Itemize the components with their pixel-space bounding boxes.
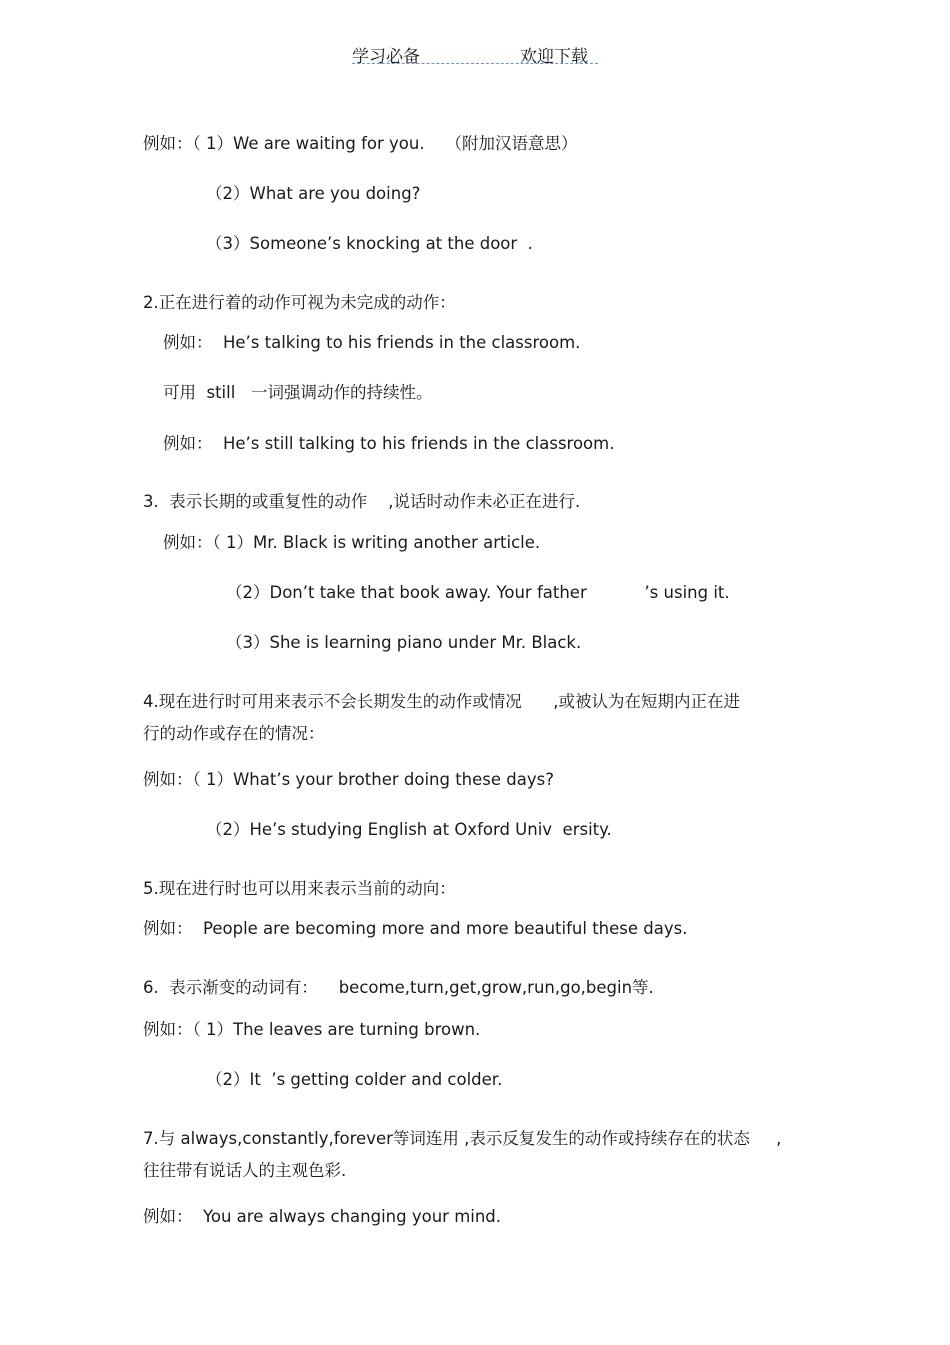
example-6-2: （2）It ’s getting colder and colder. (206, 1070, 503, 1089)
example-1-2: （2）What are you doing? (206, 184, 421, 203)
rule-5: 5.现在进行时也可以用来表示当前的动向： (143, 879, 456, 898)
header-left: 学习必备 (352, 47, 420, 67)
header-rule (352, 63, 598, 64)
rule-4-line-2: 行的动作或存在的情况： (143, 724, 325, 743)
header-right: 欢迎下载 (520, 47, 588, 67)
example-4-2: （2）He’s studying English at Oxford Univ ersity. (206, 820, 612, 839)
rule-6: 6. 表示渐变的动词有： become,turn,get,grow,run,go,begin等. (143, 978, 654, 997)
page-header (352, 42, 598, 66)
example-5: 例如： People are becoming more and more beautiful these days. (143, 919, 688, 938)
example-2-1: 例如： He’s talking to his friends in the classroom. (163, 333, 581, 352)
rule-7-line-2: 往往带有说话人的主观色彩. (143, 1161, 347, 1180)
example-1-3: （3）Someone’s knocking at the door . (206, 234, 533, 253)
example-3-3: （3）She is learning piano under Mr. Black. (226, 633, 582, 652)
example-2-2: 例如： He’s still talking to his friends in the classroom. (163, 434, 615, 453)
rule-3: 3. 表示长期的或重复性的动作 ,说话时动作未必正在进行. (143, 492, 581, 511)
example-3-2: （2）Don’t take that book away. Your father ’s using it. (226, 583, 730, 602)
rule-2: 2.正在进行着的动作可视为未完成的动作： (143, 293, 456, 312)
example-4-1: 例如：（ 1）What’s your brother doing these days? (143, 770, 554, 789)
example-1-1: 例如：（ 1）We are waiting for you. （附加汉语意思） (143, 134, 578, 153)
example-6-1: 例如：（ 1）The leaves are turning brown. (143, 1020, 481, 1039)
example-7: 例如： You are always changing your mind. (143, 1207, 502, 1226)
rule-7-line-1: 7.与 always,constantly,forever等词连用 ,表示反复发生的动作或持续存在的状态 , (143, 1129, 782, 1148)
example-3-1: 例如：（ 1）Mr. Black is writing another article. (163, 533, 541, 552)
rule-4-line-1: 4.现在进行时可用来表示不会长期发生的动作或情况 ,或被认为在短期内正在进 (143, 692, 740, 711)
note-2: 可用 still 一词强调动作的持续性。 (163, 383, 433, 402)
